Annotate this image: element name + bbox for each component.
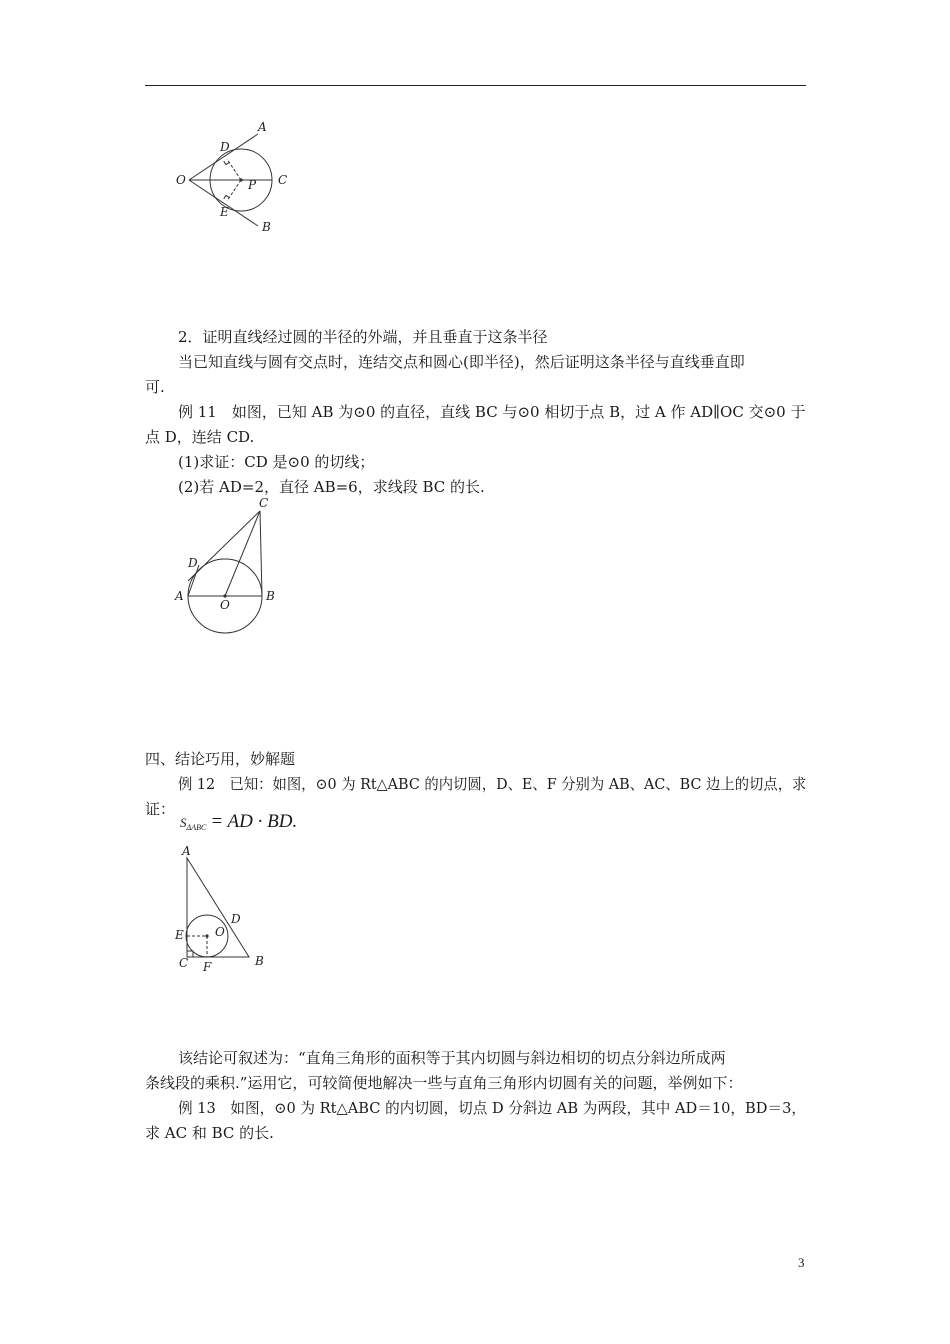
section2-heading: 2．证明直线经过圆的半径的外端，并且垂直于这条半径 — [178, 328, 548, 346]
label-O: O — [176, 173, 186, 187]
example13-line1: 例 13 如图，⊙0 为 Rt△ABC 的内切圆，切点 D 分斜边 AB 为两段，其中 AD＝10，BD＝3， — [178, 1099, 806, 1117]
section2-text-line2: 可. — [145, 378, 165, 396]
label-B: B — [262, 220, 271, 234]
formula-s: S — [180, 815, 187, 830]
label-E: E — [175, 928, 184, 942]
label-D: D — [231, 912, 241, 926]
section4-heading: 四、结论巧用，妙解题 — [145, 750, 296, 768]
formula-dot: . — [292, 811, 298, 832]
label-B: B — [266, 589, 275, 603]
label-C: C — [278, 173, 288, 187]
label-E: E — [220, 205, 229, 219]
figure-circle-tangent — [170, 495, 285, 640]
conclusion-line2: 条线段的乘积.”运用它，可较简便地解决一些与直角三角形内切圆有关的问题，举例如下： — [145, 1074, 743, 1092]
label-A: A — [182, 844, 191, 858]
label-A: A — [175, 589, 184, 603]
example12-line2: 证： — [145, 800, 176, 818]
header-rule — [145, 85, 806, 86]
label-O: O — [215, 925, 225, 939]
example11-question1: (1)求证：CD 是⊙0 的切线； — [178, 453, 375, 471]
example13-line2: 求 AC 和 BC 的长. — [145, 1124, 274, 1142]
formula-subscript: ΔABC — [186, 823, 207, 832]
formula-body: = AD · BD — [210, 811, 293, 832]
example12-line1: 例 12 已知：如图，⊙0 为 Rt△ABC 的内切圆，D、E、F 分别为 AB、AC、BC 边上的切点，求 — [178, 775, 807, 793]
figure-incircle-triangle — [170, 840, 275, 975]
figure-tangent-lines — [170, 115, 300, 240]
label-P: P — [248, 178, 257, 192]
label-C: C — [259, 496, 269, 510]
page-number: 3 — [798, 1255, 805, 1270]
label-A: A — [258, 120, 267, 134]
label-B: B — [255, 954, 264, 968]
section2-text-line1: 当已知直线与圆有交点时，连结交点和圆心(即半径)，然后证明这条半径与直线垂直即 — [178, 353, 745, 371]
label-C: C — [179, 956, 189, 970]
label-D: D — [220, 140, 230, 154]
area-formula — [180, 811, 297, 833]
label-F: F — [203, 960, 212, 974]
label-D: D — [188, 556, 198, 570]
example11-line2: 点 D，连结 CD. — [145, 428, 255, 446]
conclusion-line1: 该结论可叙述为：“直角三角形的面积等于其内切圆与斜边相切的切点分斜边所成两 — [178, 1049, 726, 1067]
example11-question2: (2)若 AD=2，直径 AB=6，求线段 BC 的长. — [178, 478, 485, 496]
example11-line1: 例 11 如图，已知 AB 为⊙0 的直径，直线 BC 与⊙0 相切于点 B，过 A 作 AD∥OC 交⊙0 于 — [178, 403, 806, 421]
label-O: O — [220, 598, 230, 612]
